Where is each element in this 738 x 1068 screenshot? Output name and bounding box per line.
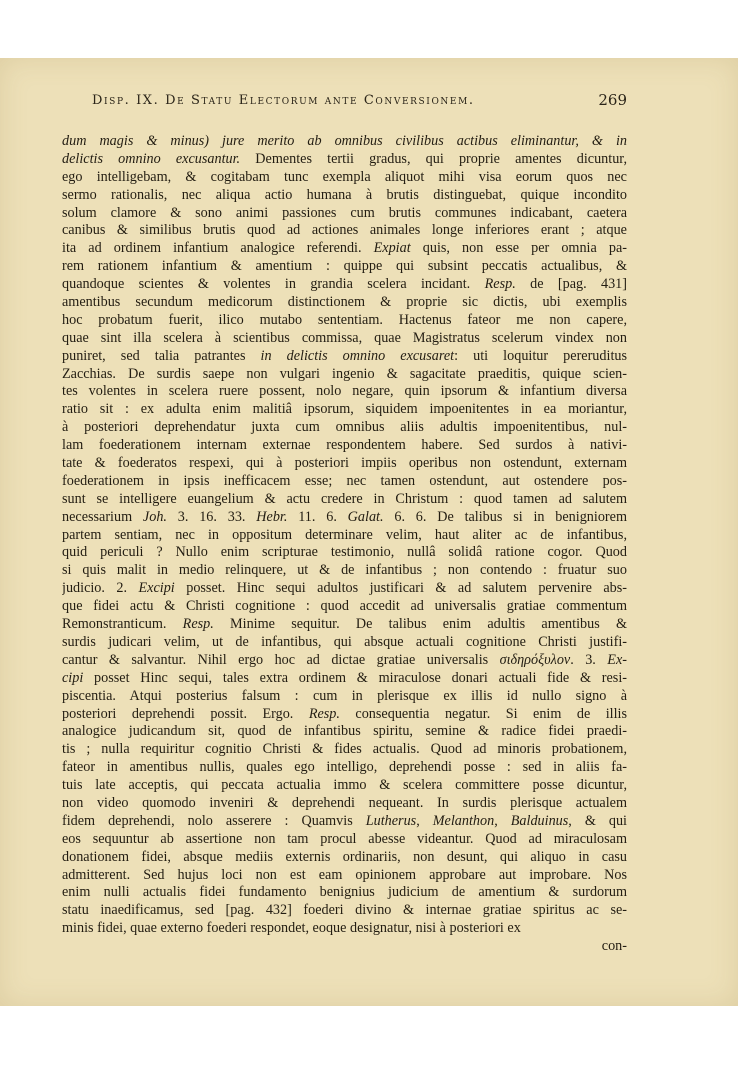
text-line: [62, 616, 627, 634]
text-line: [62, 813, 627, 831]
text-segment: ,: [494, 812, 511, 829]
text-line: [62, 401, 627, 419]
italic-segment: in delictis omnino excusaret: [260, 347, 455, 364]
text-line: [62, 706, 627, 724]
text-line: [62, 366, 627, 384]
italic-segment: Resp.: [308, 705, 340, 722]
text-line: [62, 312, 627, 330]
text-line: [62, 240, 627, 258]
text-line: [62, 902, 627, 920]
text-segment: . 3.: [570, 651, 608, 668]
text-segment: foederationem in ipsis inefficacem esse; nec tamen ostendunt, aut ostendere pos-: [62, 472, 627, 489]
text-line: [62, 670, 627, 688]
text-line: [62, 437, 627, 455]
text-segment: Remonstranticum.: [62, 616, 183, 633]
text-line: [62, 383, 627, 401]
text-segment: solum clamore & sono animi passiones cum brutis communes indicabant, caetera: [62, 204, 627, 221]
text-line: [62, 795, 627, 813]
text-segment: sermo rationalis, nec aliqua actio humana à brutis distinguebat, quique incondito: [62, 186, 627, 203]
text-segment: analogice judicandum sit, quod de infantibus spiritu, semine & radice fidei praedi-: [62, 723, 627, 740]
text-segment: donationem fidei, absque mediis externis ordinariis, non desunt, qui aliquo in casu: [62, 848, 627, 865]
text-line: [62, 598, 627, 616]
text-segment: judicio. 2.: [62, 580, 139, 597]
text-segment: partem sentiam, nec in oppositum determinare velim, haut aliter ac de infantibus,: [62, 526, 627, 543]
text-segment: Zacchias. De surdis saepe non vulgari ingenio & sagacitate praeditis, quique scien-: [62, 365, 627, 382]
text-line: [62, 723, 627, 741]
text-segment: lam foederationem internam externae respondentem habere. Sed surdos à nativi-: [62, 437, 627, 454]
text-segment: 3. 16. 33.: [166, 508, 257, 525]
text-segment: rem rationem infantium & amentium : quippe qui subsint peccatis actualibus, &: [62, 258, 627, 275]
text-segment: hoc probatum fuerit, ilico mutabo sententiam. Hactenus fateor me non capere,: [62, 311, 627, 328]
text-line: [62, 831, 627, 849]
text-segment: sunt se intelligere euangelium & actu credere in Christum : quod tamen ad salutem: [62, 490, 627, 507]
text-segment: piscentia. Atqui posterius falsum : cum in plerisque ex illis id nullo signo à: [62, 687, 627, 704]
text-segment: non video quomodo inveniri & deprehendi nequeant. In surdis plerisque actualem: [62, 794, 627, 811]
text-segment: posset. Hinc sequi adultos justificari & ad salutem pervenire abs-: [174, 580, 627, 597]
italic-segment: Ex-: [607, 651, 627, 668]
text-segment: si quis malit in medio relinquere, ut & de infantibus ; non contendo : fruatur suo: [62, 562, 627, 579]
text-line: [62, 759, 627, 777]
italic-segment: Excipi: [138, 580, 175, 597]
text-segment: 6. 6. De talibus si in benigniorem: [383, 508, 627, 525]
italic-segment: Melanthon: [432, 812, 495, 829]
italic-segment: Resp.: [182, 616, 214, 633]
text-segment: quis, non esse per omnia pa-: [410, 240, 627, 257]
italic-segment: dum magis & minus) jure merito ab omnibus civilibus actibus eliminantur, & in: [62, 133, 627, 149]
text-segment: tis ; nulla requiritur cognitio Christi & fides actualis. Quod ad minoris probationem,: [62, 741, 627, 758]
text-segment: canibus & similibus brutis quod ad actiones animales longe inferiores erant ; atque: [62, 222, 627, 239]
text-segment: surdis judicari velim, ut de infantibus, qui absque actuali cognitione Christi justifi-: [62, 633, 627, 650]
text-line: [62, 527, 627, 545]
text-segment: enim nulli actualis fidei fundamento benignius judicium de amentium & surdorum: [62, 884, 627, 901]
text-line: [62, 849, 627, 867]
text-segment: fateor in amentibus nullis, quales ego intelligo, deprehendi posse : sed in aliis fa-: [62, 759, 627, 776]
text-line: [62, 491, 627, 509]
text-line: [62, 777, 627, 795]
text-segment: statu inaedificamus, sed [pag. 432] foederi divino & internae gratiae spiritus ac se-: [62, 902, 627, 919]
text-line: [62, 544, 627, 562]
text-line: [62, 294, 627, 312]
text-segment: que fidei actu & Christi cognitione : quod accedit ad universalis gratiae commentum: [62, 598, 627, 615]
text-line: [62, 187, 627, 205]
italic-segment: Balduinus: [510, 812, 569, 829]
text-segment: necessarium: [62, 508, 143, 525]
text-segment: ego intelligebam, & cogitabam tunc exempla aliquot mihi visa eorum quos nec: [62, 168, 627, 185]
text-segment: à posteriori deprehendatur juxta cum omnibus aliis adultis impoenitentibus, nul-: [62, 419, 627, 436]
running-title: Disp. IX. De Statu Electorum ante Conversionem.: [92, 93, 475, 108]
text-segment: eos sequuntur ab assertione non tam procul abesse videantur. Quod ad miraculosam: [62, 830, 627, 847]
text-segment: puniret, sed talia patrantes: [62, 347, 261, 364]
text-line: [62, 509, 627, 527]
text-segment: Minime sequitur. De talibus enim adultis amentibus &: [213, 616, 627, 633]
text-segment: ratio sit : ex adulta enim malitiâ ipsorum, siquidem impoenitentes in ea moriantur,: [62, 401, 627, 418]
text-segment: quae sint illa scelera à scientibus commissa, quae Magistratus scelerum vindex non: [62, 329, 627, 346]
book-page: [0, 58, 738, 1006]
text-segment: ita ad ordinem infantium analogice referendi.: [62, 240, 374, 257]
text-segment: amentibus secundum medicorum distinctionem & proprie sic dictis, ubi exemplis: [62, 294, 627, 311]
text-line: [62, 276, 627, 294]
text-segment: posset Hinc sequi, tales extra ordinem & miraculose donari actuali fide & resi-: [83, 669, 627, 686]
text-line: [62, 634, 627, 652]
text-segment: posteriori deprehendi possit. Ergo.: [62, 705, 309, 722]
text-segment: ,: [416, 812, 433, 829]
text-segment: , & qui: [568, 812, 627, 829]
text-line: [62, 580, 627, 598]
page-number: 269: [598, 91, 627, 109]
text-segment: : uti loquitur pereruditus: [454, 347, 627, 364]
text-line: [62, 151, 627, 169]
text-segment: cantur & salvantur. Nihil ergo hoc ad dictae gratiae universalis: [62, 651, 500, 668]
text-line: [62, 652, 627, 670]
text-line: [62, 222, 627, 240]
text-segment: fidem deprehendi, nolo asserere : Quamvis: [62, 812, 366, 829]
text-line: [62, 330, 627, 348]
text-segment: tes volentes in scelera ruere possent, nolo negare, quin ipsorum & infantium diversa: [62, 383, 627, 400]
text-line: [62, 473, 627, 491]
text-segment: quandoque scientes & volentes in grandia scelera incidant.: [62, 276, 485, 293]
italic-segment: cipi: [62, 669, 84, 686]
italic-segment: Hebr.: [256, 508, 288, 525]
text-line: [62, 884, 627, 902]
text-segment: Dementes tertii gradus, qui proprie amentes dicuntur,: [240, 150, 627, 167]
text-segment: consequentia negatur. Si enim de illis: [339, 705, 627, 722]
italic-segment: Resp.: [484, 276, 516, 293]
text-line: [62, 688, 627, 706]
text-line: [62, 205, 627, 223]
text-line: [62, 741, 627, 759]
text-line: [62, 169, 627, 187]
text-line: [62, 867, 627, 885]
text-line: [62, 455, 627, 473]
text-segment: tate & foederatos respexi, qui à posteriori impiis operibus non ostendunt, externam: [62, 455, 627, 472]
text-segment: 11. 6.: [287, 508, 348, 525]
text-segment: minis fidei, quae externo foederi respondet, eoque designatur, nisi à posteriori ex: [62, 920, 521, 937]
text-segment: admitterent. Sed hujus loci non est eam opinionem approbare aut improbare. Nos: [62, 866, 627, 883]
text-line: [62, 562, 627, 580]
text-line: [62, 920, 627, 938]
text-line: [62, 348, 627, 366]
body-text: [62, 133, 627, 956]
italic-segment: Expiat: [373, 240, 411, 257]
page-header: [92, 93, 627, 113]
text-segment: con-: [601, 938, 627, 955]
text-segment: quid periculi ? Nullo enim scripturae testimonio, nullâ solidâ ratione cogor. Quod: [62, 544, 627, 561]
italic-segment: Lutherus: [365, 812, 417, 829]
text-line: [62, 258, 627, 276]
text-line: [62, 133, 627, 151]
italic-segment: Galat.: [347, 508, 384, 525]
italic-segment: σιδηρόξυλον: [499, 651, 571, 668]
italic-segment: Joh.: [142, 508, 167, 525]
text-segment: de [pag. 431]: [515, 276, 627, 293]
text-segment: tuis late acceptis, qui peccata actualia immo & scelera committere posse dicuntur,: [62, 777, 627, 794]
italic-segment: delictis omnino excusantur.: [62, 150, 241, 167]
text-line: [62, 419, 627, 437]
text-line: [62, 938, 627, 956]
